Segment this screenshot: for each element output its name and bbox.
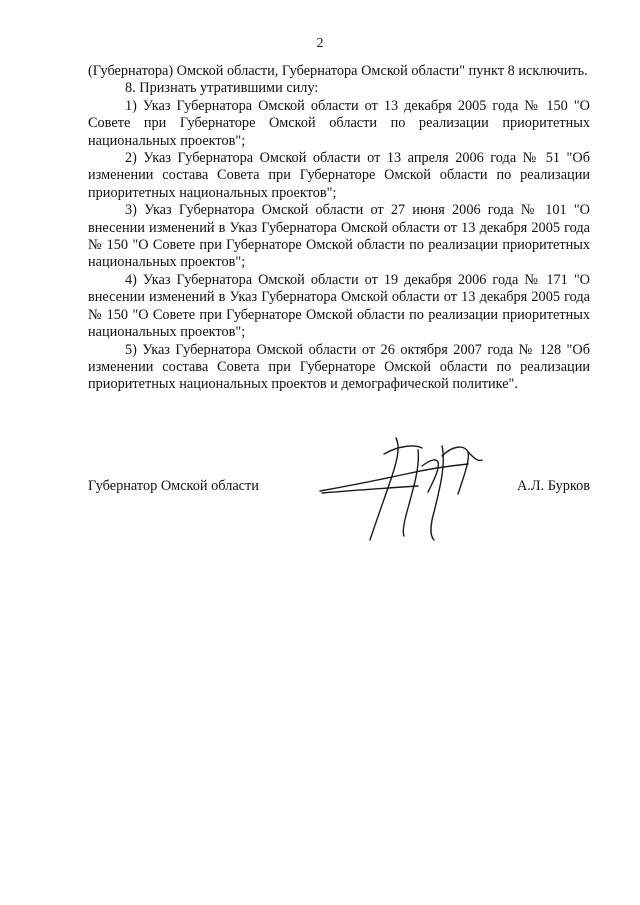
repealed-item-5: 5) Указ Губернатора Омской области от 26 октября 2007 года № 128 "Об изменении состава Совета при Губернаторе Омской области по реализации приоритетных национальных проектов и демографической политике". xyxy=(88,341,590,393)
document-body xyxy=(88,63,590,394)
paragraph-continuation: (Губернатора) Омской области, Губернатора Омской области" пункт 8 исключить. xyxy=(88,63,588,79)
repealed-item-3: 3) Указ Губернатора Омской области от 27 июня 2006 года № 101 "О внесении изменений в Указ Губернатора Омской области от 13 декабря 2005 года № 150 "О Совете при Губернаторе Омской области по реализации приоритетных национальных проектов"; xyxy=(88,202,590,271)
page-number: 2 xyxy=(316,36,324,51)
repealed-item-2: 2) Указ Губернатора Омской области от 13 апреля 2006 года № 51 "Об изменении состава Совета при Губернаторе Омской области по реализации приоритетных национальных проектов"; xyxy=(88,150,590,201)
paragraph-8: 8. Признать утратившими силу: xyxy=(125,80,319,97)
repealed-item-4: 4) Указ Губернатора Омской области от 19 декабря 2006 года № 171 "О внесении изменений в Указ Губернатора Омской области от 13 декабря 2005 года № 150 "О Совете при Губернаторе Омской области по реализации приоритетных национальных проектов"; xyxy=(88,271,590,341)
repealed-item-1: 1) Указ Губернатора Омской области от 13 декабря 2005 года № 150 "О Совете при Губернаторе Омской области по реализации приоритетных национальных проектов"; xyxy=(88,97,590,149)
signatory-name: А.Л. Бурков xyxy=(516,478,590,494)
signatory-title: Губернатор Омской области xyxy=(88,478,259,494)
handwritten-signature xyxy=(318,436,498,546)
